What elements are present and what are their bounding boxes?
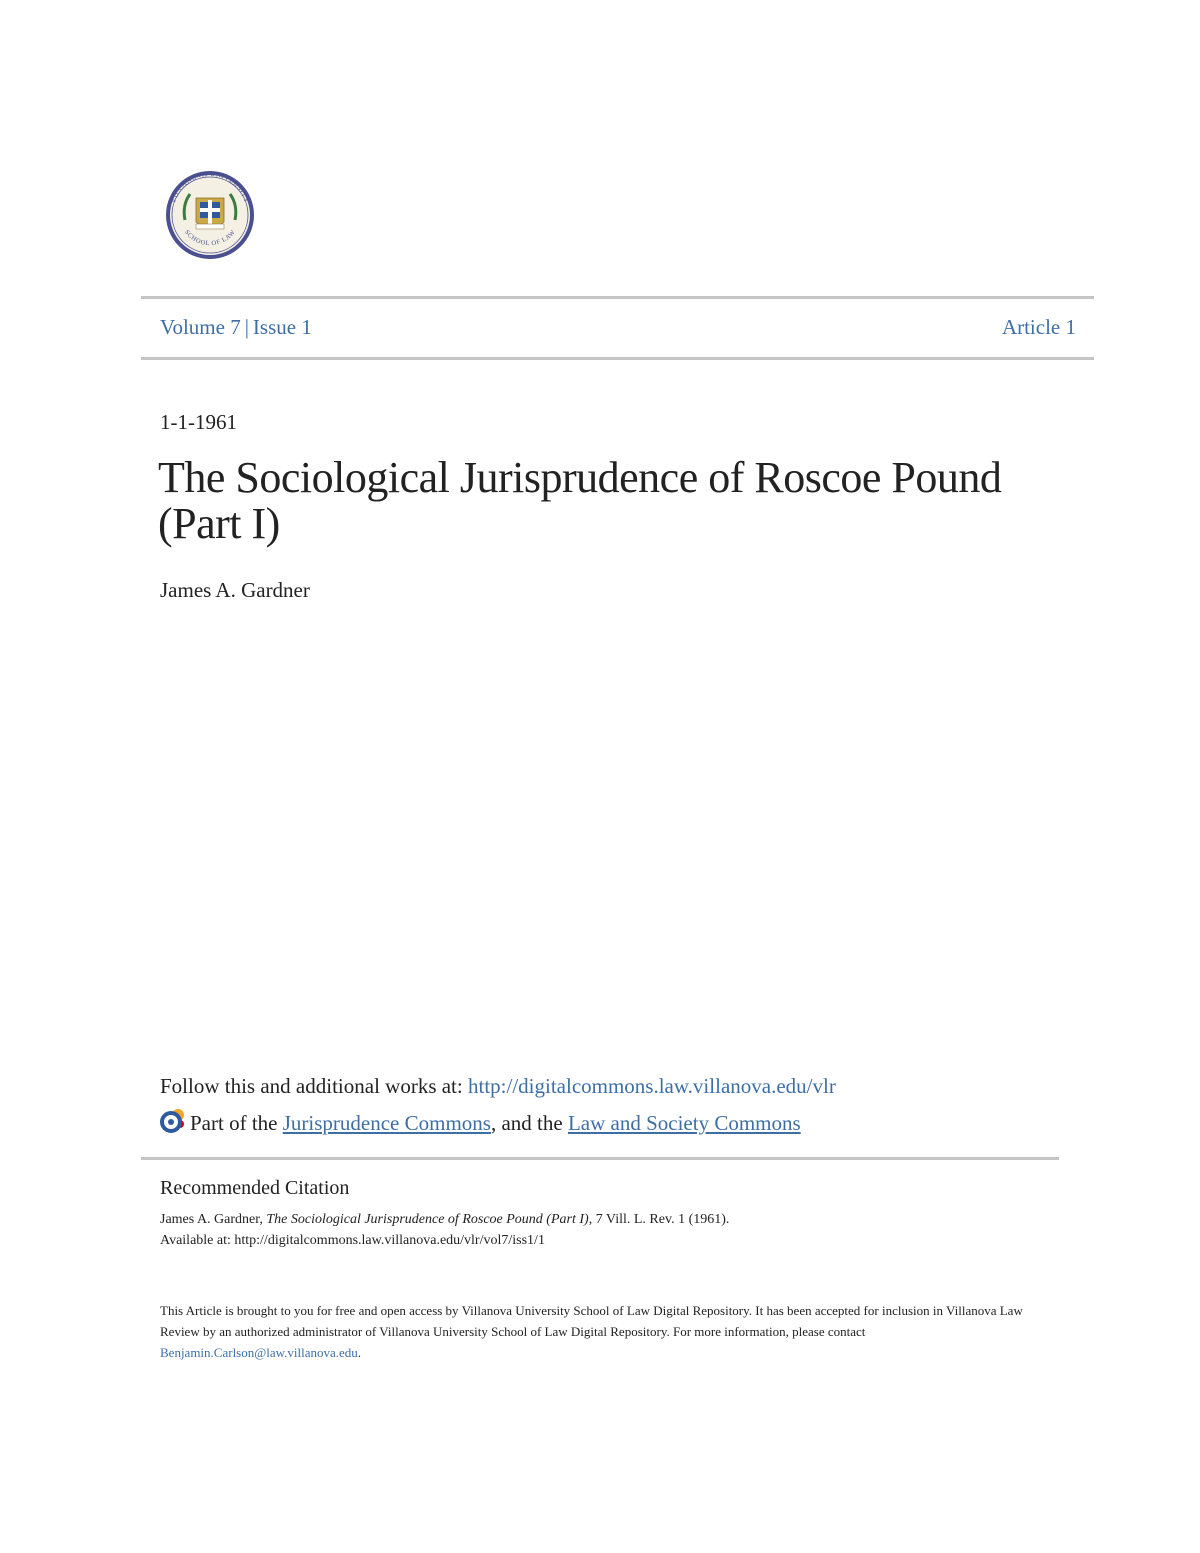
- header-top-rule: [141, 296, 1094, 299]
- contact-email-link[interactable]: Benjamin.Carlson@law.villanova.edu: [160, 1345, 358, 1360]
- part-of-prefix: Part of the: [190, 1111, 283, 1135]
- citation-rest: , 7 Vill. L. Rev. 1 (1961).: [588, 1212, 730, 1227]
- volume-issue-links: [160, 315, 312, 340]
- citation-available-prefix: Available at:: [160, 1233, 235, 1248]
- jurisprudence-commons-link[interactable]: Jurisprudence Commons: [282, 1111, 491, 1135]
- svg-text:SCHOOL OF LAW: SCHOOL OF LAW: [182, 228, 238, 248]
- access-notice-end: .: [357, 1345, 362, 1360]
- citation-available-line: [160, 1233, 545, 1248]
- access-notice: [160, 1300, 1060, 1363]
- villanova-law-seal-logo: [160, 160, 260, 270]
- citation-text: [160, 1209, 1060, 1251]
- law-and-society-commons-link[interactable]: Law and Society Commons: [567, 1111, 801, 1135]
- access-notice-text: This Article is brought to you for free and open access by Villanova University School of Law Digital Repository. It has been accepted for inclusion in Villanova Law Review by an authorized administrator of Villanova University School of Law Digital Repository. For more information, please contact: [160, 1303, 1023, 1339]
- citation-title: The Sociological Jurisprudence of Roscoe Pound (Part I): [266, 1212, 589, 1227]
- volume-issue-separator: |: [244, 315, 249, 339]
- publication-date: 1-1-1961: [160, 410, 237, 434]
- svg-text:VILLANOVA UNIVERSITY: VILLANOVA UNIVERSITY: [169, 169, 251, 205]
- header-bottom-rule: [141, 357, 1094, 360]
- issue-link[interactable]: Issue 1: [252, 315, 312, 339]
- follow-line: [160, 1074, 836, 1099]
- article-author: James A. Gardner: [160, 578, 310, 602]
- network-logo-icon: [160, 1108, 186, 1134]
- volume-link[interactable]: Volume 7: [160, 315, 241, 339]
- repository-url-link[interactable]: http://digitalcommons.law.villanova.edu/vlr: [467, 1074, 836, 1098]
- citation-available-url: http://digitalcommons.law.villanova.edu/vlr/vol7/iss1/1: [234, 1233, 545, 1248]
- recommended-citation-heading: Recommended Citation: [160, 1177, 350, 1199]
- article-link[interactable]: Article 1: [1001, 315, 1076, 339]
- citation-rule: [141, 1157, 1059, 1160]
- part-of-line: [160, 1108, 801, 1136]
- citation-author: James A. Gardner,: [160, 1212, 267, 1227]
- follow-prefix: Follow this and additional works at:: [160, 1074, 468, 1098]
- part-of-middle: , and the: [490, 1111, 568, 1135]
- article-title: The Sociological Jurisprudence of Roscoe Pound (Part I): [158, 453, 1002, 548]
